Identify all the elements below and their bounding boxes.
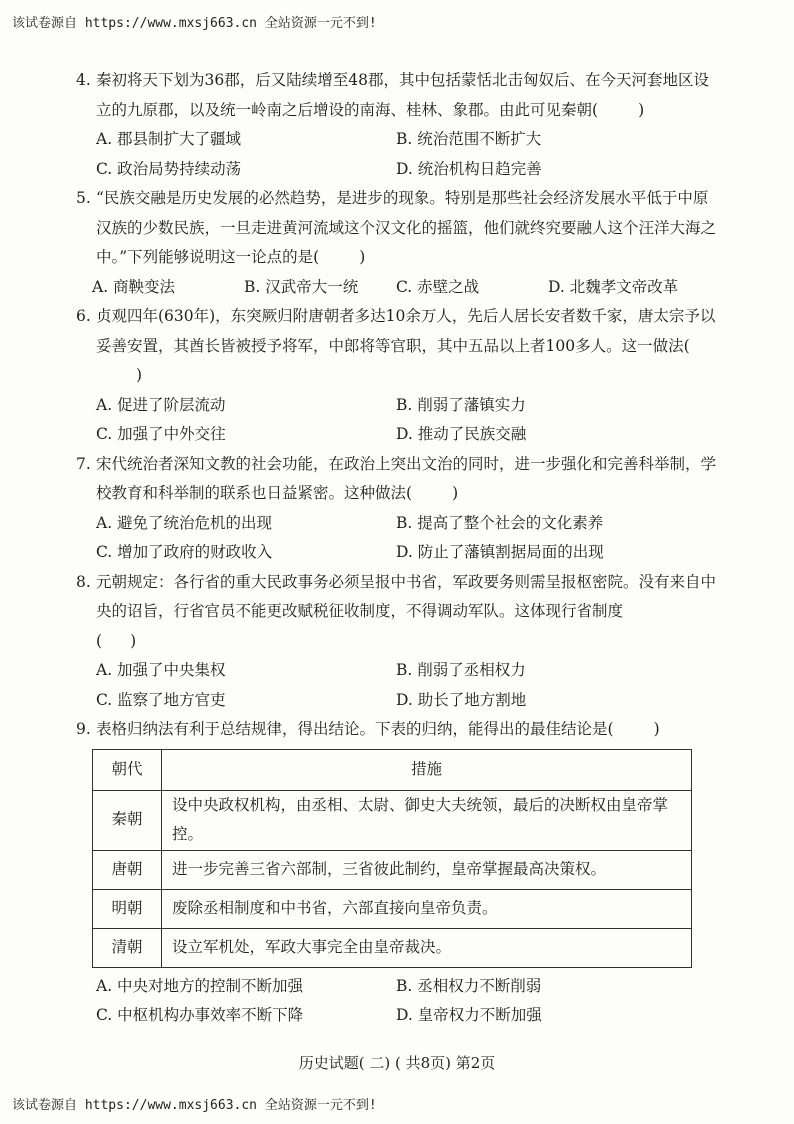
- option-a: A. 避免了统治危机的出现: [96, 513, 273, 532]
- option-a: A. 商鞅变法: [92, 277, 176, 296]
- option-c: C. 加强了中外交往: [96, 425, 226, 443]
- question-stem: 元朝规定：各行省的重大民政事务必须呈报中书省，军政要务则需呈报枢密院。没有来自中央的诏旨，行省官员不能更改赋税征收制度，不得调动军队。这体现行省制度: [96, 572, 717, 620]
- table-cell-measure: 设中央政权机构，由丞相、太尉、御史大夫统领，最后的决断权由皇帝掌控。: [162, 790, 692, 850]
- dynasty-measures-table: [92, 749, 692, 968]
- question-stem: 贞观四年(630年)，东突厥归附唐朝者多达10余万人，先后人居长安者数千家，唐太宗予以妥善安置，其酋长皆被授予将军，中郎将等官职，其中五品以上者100多人。这一做法(: [96, 307, 716, 355]
- question-number: 6.: [76, 307, 91, 325]
- table-row: [93, 928, 692, 967]
- source-watermark-top: 该试卷源自 https://www.mxsj663.cn 全站资源一元不到!: [12, 16, 377, 31]
- option-b: B. 提高了整个社会的文化素养: [396, 513, 604, 532]
- table-header-row: [93, 749, 692, 790]
- question-stem: 宋代统治者深知文教的社会功能，在政治上突出文治的同时，进一步强化和完善科举制，学校教育和科举制的联系也日益紧密。这种做法(: [96, 454, 717, 502]
- option-d: D. 北魏孝文帝改革: [548, 277, 679, 296]
- question-number: 5.: [76, 189, 91, 207]
- page-footer: 历史试题( 二) ( 共8页) 第2页: [298, 1054, 496, 1072]
- answer-paren-close: ): [136, 366, 143, 384]
- option-c: C. 增加了政府的财政收入: [96, 543, 273, 561]
- table-cell-measure: 设立军机处，军政大事完全由皇帝裁决。: [162, 928, 692, 967]
- question-stem: “民族交融是历史发展的必然趋势，是进步的现象。特别是那些社会经济发展水平低于中原汉族的少数民族，一旦走进黄河流域这个汉文化的摇篮，他们就终究要融人这个汪洋大海之中。”下列能够说明这一论点的是(: [96, 189, 717, 266]
- option-d: D. 皇帝权力不断加强: [396, 1006, 542, 1024]
- answer-paren-close: ): [130, 631, 137, 650]
- option-b: B. 削弱了丞相权力: [396, 661, 526, 679]
- options: [76, 391, 716, 450]
- question-stem: 表格归纳法有利于总结规律，得出结论。下表的归纳，能得出的最佳结论是(: [96, 720, 614, 738]
- option-a: A. 促进了阶层流动: [96, 395, 226, 414]
- source-watermark-bottom: 该试卷源自 https://www.mxsj663.cn 全站资源一元不到!: [12, 1098, 377, 1113]
- option-c: C. 中枢机构办事效率不断下降: [96, 1006, 304, 1024]
- table-cell-measure: 废除丞相制度和中书省，六部直接向皇帝负责。: [162, 889, 692, 928]
- question-stem: 秦初将天下划为36郡，后又陆续增至48郡，其中包括蒙恬北击匈奴后、在今天河套地区设立的九原郡，以及统一岭南之后增设的南海、桂林、象郡。由此可见秦朝(: [96, 71, 709, 119]
- options: [76, 273, 716, 303]
- question-number: 7.: [76, 454, 91, 473]
- options: [76, 656, 716, 715]
- options: [76, 972, 716, 1031]
- table-header-measures: 措施: [162, 749, 692, 790]
- answer-paren-close: ): [359, 248, 366, 266]
- table-header-dynasty: 朝代: [93, 749, 162, 790]
- question-number: 4.: [76, 71, 91, 89]
- table-row: [93, 790, 692, 850]
- question-number: 8.: [76, 572, 91, 591]
- table-cell-dynasty: 明朝: [93, 889, 162, 928]
- question-8: [76, 568, 716, 716]
- table-cell-measure: 进一步完善三省六部制，三省彼此制约，皇帝掌握最高决策权。: [162, 850, 692, 889]
- option-d: D. 助长了地方割地: [396, 690, 527, 709]
- option-a: A. 中央对地方的控制不断加强: [96, 976, 304, 995]
- question-number: 9.: [76, 720, 91, 738]
- question-4: [76, 66, 716, 184]
- option-b: B. 削弱了藩镇实力: [396, 395, 526, 414]
- answer-paren-close: ): [653, 720, 660, 738]
- table-cell-dynasty: 唐朝: [93, 850, 162, 889]
- option-b: B. 统治范围不断扩大: [396, 130, 542, 148]
- option-d: D. 统治机构日趋完善: [396, 159, 542, 178]
- table-row: [93, 850, 692, 889]
- option-a: A. 郡县制扩大了疆域: [96, 130, 242, 148]
- options: [76, 509, 716, 568]
- answer-paren-close: ): [638, 100, 645, 119]
- exam-page: [76, 66, 716, 1031]
- answer-paren-close: ): [452, 484, 459, 502]
- options: [76, 125, 716, 184]
- table-cell-dynasty: 秦朝: [93, 790, 162, 850]
- question-7: [76, 450, 716, 568]
- question-9: [76, 715, 716, 1031]
- option-c: C. 赤壁之战: [396, 277, 480, 296]
- option-d: D. 防止了藩镇割据局面的出现: [396, 543, 604, 561]
- option-d: D. 推动了民族交融: [396, 425, 527, 443]
- question-6: [76, 302, 716, 450]
- table-row: [93, 889, 692, 928]
- question-5: [76, 184, 716, 302]
- table-cell-dynasty: 清朝: [93, 928, 162, 967]
- option-b: B. 汉武帝大一统: [244, 277, 359, 296]
- option-a: A. 加强了中央集权: [96, 661, 226, 679]
- option-b: B. 丞相权力不断削弱: [396, 976, 542, 995]
- answer-paren-open: (: [96, 631, 103, 650]
- option-c: C. 监察了地方官吏: [96, 690, 226, 709]
- option-c: C. 政治局势持续动荡: [96, 159, 242, 178]
